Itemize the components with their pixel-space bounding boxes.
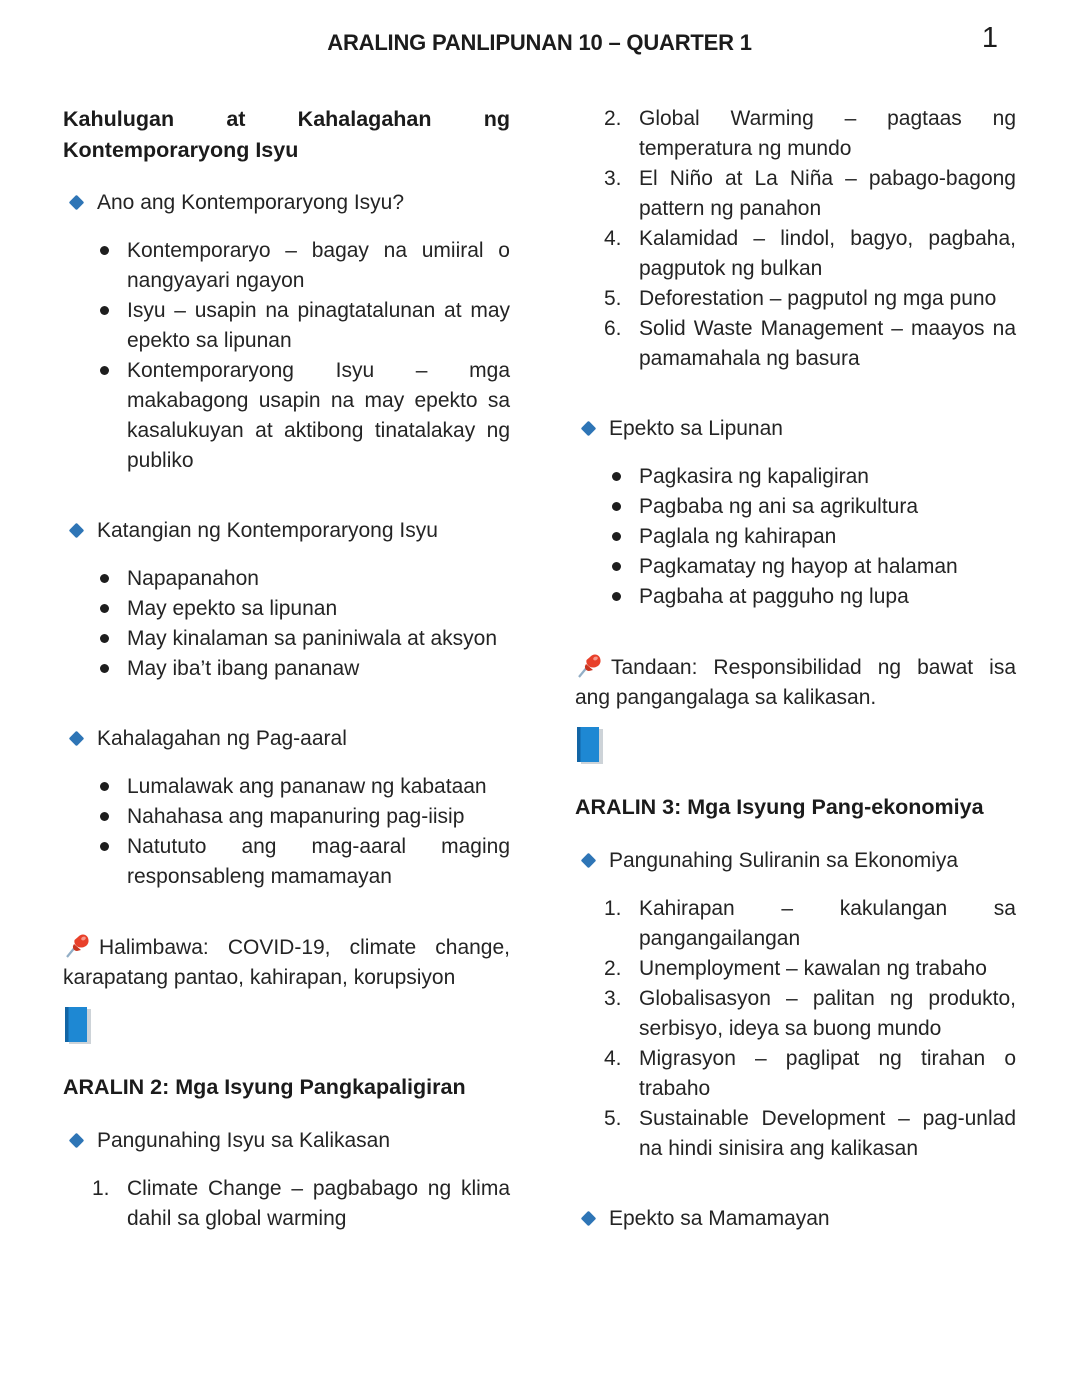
left-column — [63, 104, 510, 1274]
list-item-text: Isyu – usapin na pinagtatalunan at may epekto sa lipunan — [127, 299, 510, 352]
note — [63, 932, 510, 993]
list-number: 2. — [604, 957, 622, 980]
note — [575, 652, 1016, 713]
list-item-text: Unemployment – kawalan ng trabaho — [639, 957, 987, 980]
list-item-text: Kontemporaryo – bagay na umiiral o nangyayari ngayon — [127, 239, 510, 292]
diamond-icon — [69, 523, 85, 539]
topic-heading: Kahulugan at Kahalagahan ng Kontemporaryong Isyu — [63, 107, 510, 162]
list-item-text: Napapanahon — [127, 567, 259, 590]
note-text: Halimbawa: COVID-19, climate change, karapatang pantao, kahirapan, korupsiyon — [63, 936, 510, 989]
bullet-dot-icon — [612, 502, 621, 511]
list-item — [63, 236, 510, 296]
list-number: 5. — [604, 287, 622, 310]
bullet-dot-icon — [100, 664, 109, 673]
list-item-text: May iba’t ibang pananaw — [127, 657, 360, 680]
list-item-text: Globalisasyon – palitan ng produkto, serbisyo, ideya sa buong mundo — [639, 987, 1016, 1040]
book-icon — [63, 1005, 93, 1047]
numbered-list — [575, 894, 1016, 1164]
diamond-icon — [69, 195, 85, 211]
numbered-list-item — [575, 164, 1016, 224]
bullet-dot-icon — [612, 532, 621, 541]
list-item-text: Solid Waste Management – maayos na pamamahala ng basura — [639, 317, 1016, 370]
numbered-list — [575, 104, 1016, 374]
list-item-text: Lumalawak ang pananaw ng kabataan — [127, 775, 487, 798]
bullet-list — [63, 772, 510, 892]
numbered-list-item — [575, 314, 1016, 374]
numbered-list-item — [575, 1044, 1016, 1104]
lesson-heading: ARALIN 2: Mga Isyung Pangkapaligiran — [63, 1075, 466, 1099]
list-item — [63, 296, 510, 356]
list-item-text: Kalamidad – lindol, bagyo, pagbaha, pagputok ng bulkan — [639, 227, 1016, 280]
list-item-text: Kontemporaryong Isyu – mga makabagong usapin na may epekto sa kasalukuyan at aktibong tinatalakay ng publiko — [127, 359, 510, 472]
list-item — [63, 802, 510, 832]
diamond-icon — [581, 421, 597, 437]
list-number: 4. — [604, 1047, 622, 1070]
bullet-dot-icon — [612, 562, 621, 571]
list-item — [63, 356, 510, 476]
section-heading-item — [575, 1204, 1016, 1234]
numbered-list-item — [575, 104, 1016, 164]
list-item-text: Migrasyon – paglipat ng tirahan o trabaho — [639, 1047, 1016, 1100]
list-item — [63, 832, 510, 892]
list-item — [575, 462, 1016, 492]
bullet-dot-icon — [100, 246, 109, 255]
bullet-list — [575, 462, 1016, 612]
list-item — [63, 772, 510, 802]
list-number: 4. — [604, 227, 622, 250]
right-column — [575, 104, 1016, 1274]
pushpin-icon — [575, 652, 605, 678]
list-item-text: Pagbaha at pagguho ng lupa — [639, 585, 909, 608]
diamond-icon — [69, 731, 85, 747]
book-icon — [575, 725, 605, 767]
section-heading-item — [575, 414, 1016, 444]
numbered-list-item — [575, 984, 1016, 1044]
document-title: ARALING PANLIPUNAN 10 – QUARTER 1 — [327, 30, 752, 55]
section-heading-label: Epekto sa Mamamayan — [609, 1207, 830, 1230]
diamond-icon — [69, 1133, 85, 1149]
numbered-list — [63, 1174, 510, 1234]
bullet-dot-icon — [100, 574, 109, 583]
list-item — [63, 624, 510, 654]
section-heading-label: Katangian ng Kontemporaryong Isyu — [97, 519, 438, 542]
list-item-text: Paglala ng kahirapan — [639, 525, 837, 548]
lesson-heading: ARALIN 3: Mga Isyung Pang-ekonomiya — [575, 795, 984, 819]
section-heading-item — [63, 1126, 510, 1156]
bullet-dot-icon — [100, 842, 109, 851]
two-column-layout — [63, 104, 1016, 1274]
list-item-text: Pagkasira ng kapaligiran — [639, 465, 869, 488]
numbered-list-item — [575, 224, 1016, 284]
bullet-dot-icon — [612, 472, 621, 481]
lesson-marker — [575, 725, 1016, 776]
bullet-dot-icon — [100, 604, 109, 613]
bullet-list — [63, 236, 510, 476]
pushpin-icon — [63, 932, 93, 958]
diamond-icon — [581, 1211, 597, 1227]
list-number: 6. — [604, 317, 622, 340]
list-item — [63, 564, 510, 594]
note-text: Tandaan: Responsibilidad ng bawat isa ang pangangalaga sa kalikasan. — [575, 656, 1016, 709]
list-item-text: Sustainable Development – pag-unlad na hindi sinisira ang kalikasan — [639, 1107, 1016, 1160]
list-item-text: Pagbaba ng ani sa agrikultura — [639, 495, 919, 518]
document-header — [63, 0, 1016, 82]
list-item — [63, 594, 510, 624]
list-item-text: Global Warming – pagtaas ng temperatura ng mundo — [639, 107, 1016, 160]
list-item-text: May epekto sa lipunan — [127, 597, 338, 620]
list-number: 3. — [604, 167, 622, 190]
list-item-text: Pagkamatay ng hayop at halaman — [639, 555, 958, 578]
section-heading-label: Kahalagahan ng Pag-aaral — [97, 727, 347, 750]
numbered-list-item — [575, 894, 1016, 954]
list-number: 3. — [604, 987, 622, 1010]
section-heading-item — [63, 724, 510, 754]
list-number: 1. — [604, 897, 622, 920]
numbered-list-item — [575, 284, 1016, 314]
bullet-dot-icon — [100, 306, 109, 315]
list-item-text: Natututo ang mag-aaral maging responsableng mamamayan — [127, 835, 510, 888]
list-number: 5. — [604, 1107, 622, 1130]
list-item — [575, 552, 1016, 582]
section-heading-label: Pangunahing Suliranin sa Ekonomiya — [609, 849, 959, 872]
diamond-icon — [581, 853, 597, 869]
list-number: 2. — [604, 107, 622, 130]
list-item — [63, 654, 510, 684]
bullet-dot-icon — [100, 782, 109, 791]
list-item-text: Deforestation – pagputol ng mga puno — [639, 287, 997, 310]
list-item-text: May kinalaman sa paniniwala at aksyon — [127, 627, 498, 650]
section-heading-item — [63, 188, 510, 218]
list-item-text: Climate Change – pagbabago ng klima dahil sa global warming — [127, 1177, 510, 1230]
section-heading-label: Epekto sa Lipunan — [609, 417, 783, 440]
list-item — [575, 522, 1016, 552]
bullet-dot-icon — [100, 366, 109, 375]
bullet-list — [63, 564, 510, 684]
bullet-dot-icon — [612, 592, 621, 601]
list-number: 1. — [92, 1177, 110, 1200]
list-item-text: Nahahasa ang mapanuring pag-iisip — [127, 805, 465, 828]
numbered-list-item — [63, 1174, 510, 1234]
list-item-text: El Niño at La Niña – pabago-bagong pattern ng panahon — [639, 167, 1016, 220]
numbered-list-item — [575, 954, 1016, 984]
list-item — [575, 582, 1016, 612]
section-heading-label: Pangunahing Isyu sa Kalikasan — [97, 1129, 391, 1152]
section-heading-item — [575, 846, 1016, 876]
list-item-text: Kahirapan – kakulangan sa pangangailangan — [639, 897, 1016, 950]
bullet-dot-icon — [100, 812, 109, 821]
list-item — [575, 492, 1016, 522]
page-number: 1 — [981, 22, 998, 54]
section-heading-label: Ano ang Kontemporaryong Isyu? — [97, 191, 405, 214]
bullet-dot-icon — [100, 634, 109, 643]
lesson-marker — [63, 1005, 510, 1056]
numbered-list-item — [575, 1104, 1016, 1164]
section-heading-item — [63, 516, 510, 546]
